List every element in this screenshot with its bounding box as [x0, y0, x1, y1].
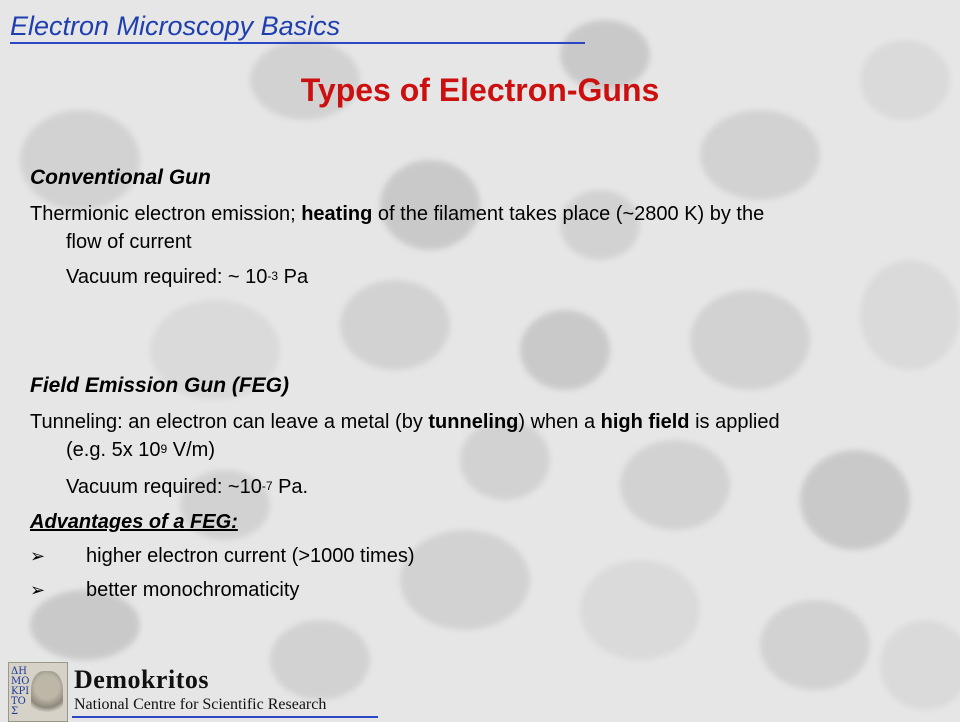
bust-icon	[31, 671, 63, 717]
conventional-gun-heading: Conventional Gun	[30, 166, 211, 189]
feg-line-2: (e.g. 5x $10^9$ V/m)	[66, 439, 215, 461]
logo-emblem	[8, 662, 68, 722]
header-title: Electron Microscopy Basics	[10, 10, 585, 44]
logo-underline	[72, 716, 378, 718]
feg-vacuum: Vacuum required: $\sim 10^{-7}$ Pa.	[66, 476, 309, 498]
conventional-vacuum: Vacuum required: ~ $10^{-3}$ Pa	[66, 266, 309, 288]
feg-heading: Field Emission Gun (FEG)	[30, 374, 290, 397]
conventional-line-1: Thermionic electron emission; heating of the filament takes place (~2800 K) by the	[30, 203, 765, 225]
feg-line-1: Tunneling: an electron can leave a metal (by tunneling) when a high field is applied	[30, 411, 780, 433]
arrow-bullet-icon: ➢	[30, 546, 46, 566]
advantages-heading: Advantages of a FEG:	[30, 511, 238, 533]
arrow-bullet-icon: ➢	[30, 580, 46, 600]
logo-subtitle: National Centre for Scientific Research	[74, 696, 327, 713]
logo-name: Demokritos	[74, 665, 209, 694]
demokritos-logo	[8, 662, 378, 720]
logo-greek-text: ΔΗΜΟΚΡΙΤΟΣ	[11, 666, 30, 717]
conventional-line-2: flow of current	[66, 231, 192, 253]
slide-title: Types of Electron-Guns	[300, 72, 660, 108]
